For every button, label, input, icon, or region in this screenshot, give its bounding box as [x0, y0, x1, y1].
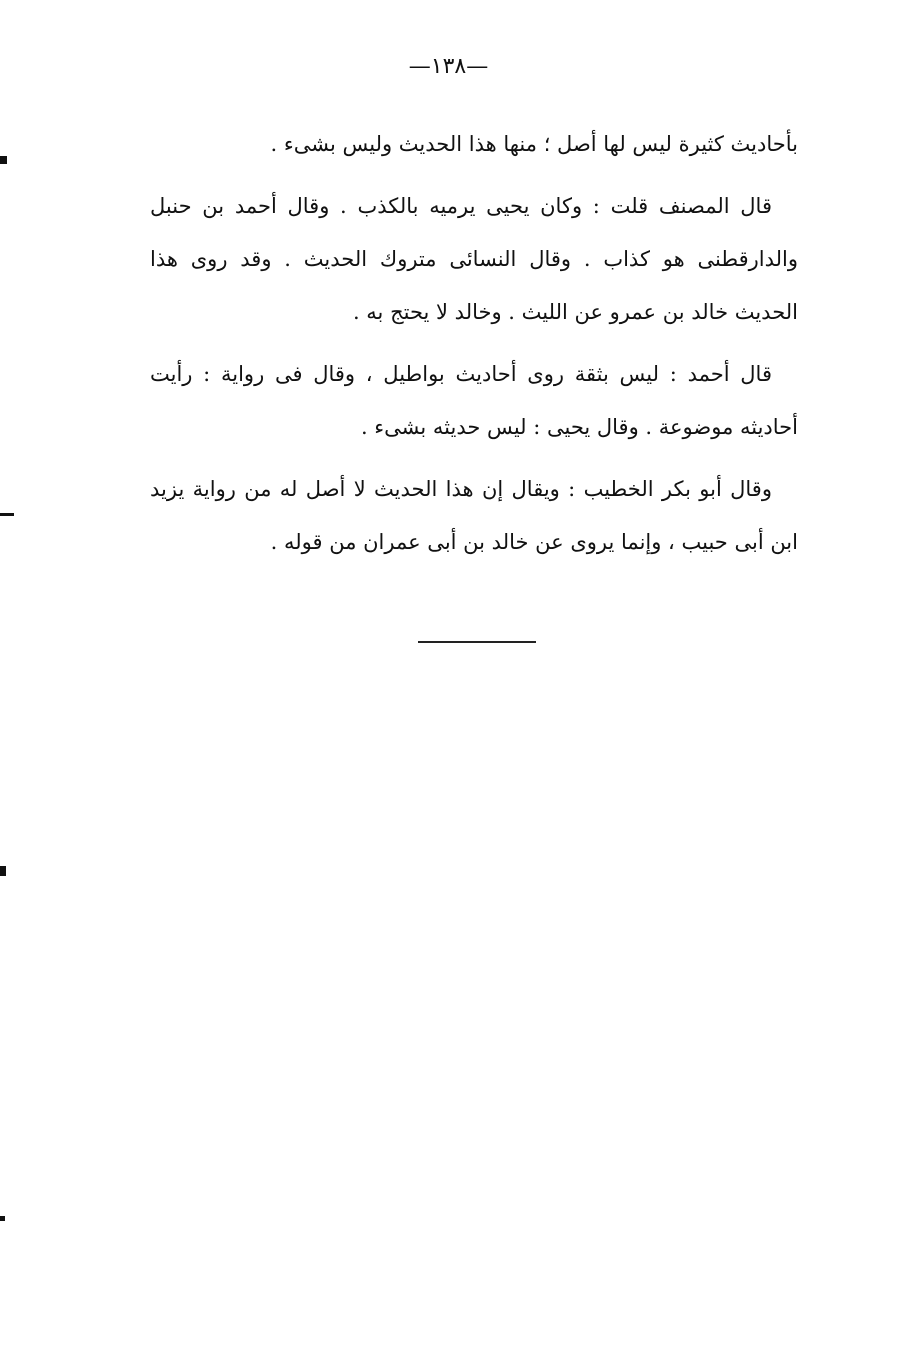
scan-edge-mark [0, 1216, 5, 1221]
scan-edge-mark [0, 513, 14, 516]
page-number: —١٣٨— [408, 54, 489, 79]
paragraph-2: قال المصنف قلت : وكان يحيى يرميه بالكذب . وقال أحمد بن حنبل والدارقطنى هو كذاب . وقال النسائى متروك الحديث . وقد روى هذا الحديث خالد بن عمرو عن الليث . وخالد لا يحتج به . [150, 194, 798, 324]
body-text [150, 118, 798, 578]
paragraph-4: وقال أبو بكر الخطيب : ويقال إن هذا الحديث لا أصل له من رواية يزيد ابن أبى حبيب ، وإنما يروى عن خالد بن أبى عمران من قوله . [150, 477, 798, 554]
paragraph-3: قال أحمد : ليس بثقة روى أحاديث بواطيل ، وقال فى رواية : رأيت أحاديثه موضوعة . وقال يحيى : ليس حديثه بشىء . [150, 362, 798, 439]
paragraph-1: بأحاديث كثيرة ليس لها أصل ؛ منها هذا الحديث وليس بشىء . [270, 132, 798, 156]
section-separator-rule [418, 641, 536, 643]
scan-edge-mark [0, 866, 6, 876]
scan-edge-mark [0, 156, 7, 164]
